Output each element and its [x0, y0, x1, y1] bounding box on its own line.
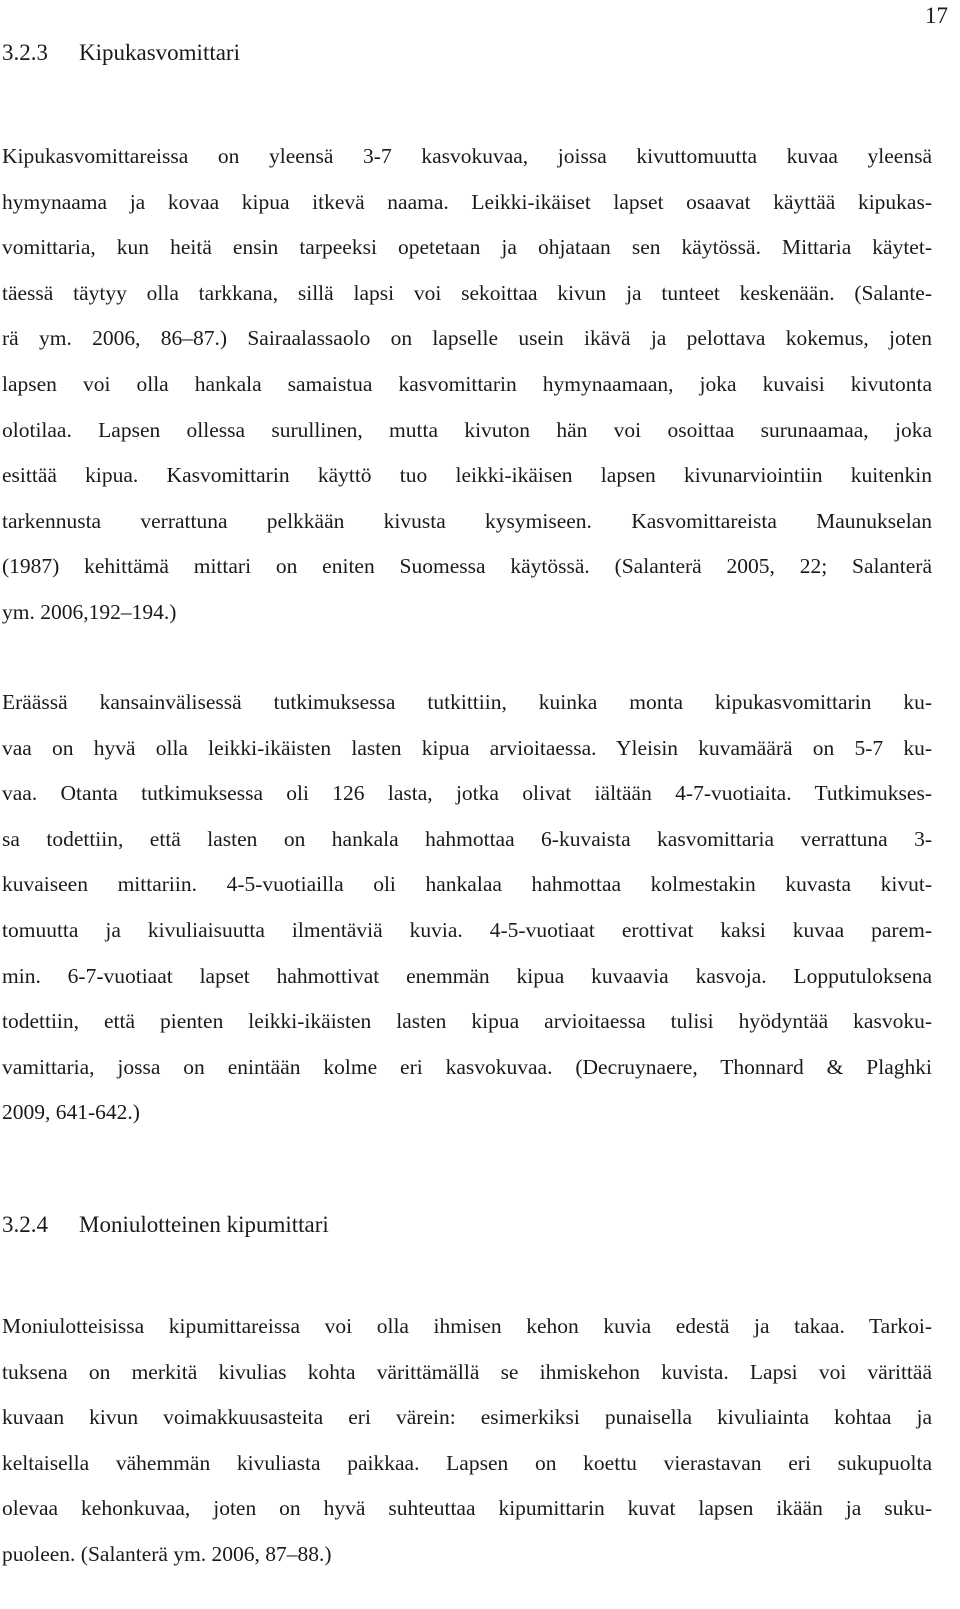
page-number: 17 — [925, 3, 948, 28]
paragraph — [2, 1304, 932, 1578]
text-line: vaa. Otanta tutkimuksessa oli 126 lasta, jotka olivat iältään 4-7-vuotiaita. Tutkimukses- — [2, 781, 932, 806]
text-line: olevaa kehonkuvaa, joten on hyvä suhteuttaa kipumittarin kuvat lapsen ikään ja suku- — [2, 1496, 932, 1521]
paragraph — [2, 680, 932, 1136]
text-line: 2009, 641-642.) — [2, 1100, 140, 1125]
text-line: tomuutta ja kivuliaisuutta ilmentäviä kuvia. 4-5-vuotiaat erottivat kaksi kuvaa parem- — [2, 917, 932, 942]
text-line: todettiin, että pienten leikki-ikäisten lasten kipua arvioitaessa tulisi hyödyntää kasvoku- — [2, 1009, 932, 1034]
section-title: Moniulotteinen kipumittari — [79, 1212, 329, 1237]
text-line: keltaisella vähemmän kivuliasta paikkaa. Lapsen on koettu vierastavan eri sukupuolta — [2, 1450, 932, 1475]
text-line: (1987) kehittämä mittari on eniten Suomessa käytössä. (Salanterä 2005, 22; Salanterä — [2, 554, 932, 579]
text-line: sa todettiin, että lasten on hankala hahmottaa 6-kuvaista kasvomittaria verrattuna 3- — [2, 826, 932, 851]
text-line: Eräässä kansainvälisessä tutkimuksessa tutkittiin, kuinka monta kipukasvomittarin ku- — [2, 690, 932, 714]
text-line: tuksena on merkitä kivulias kohta värittämällä se ihmiskehon kuvista. Lapsi voi värittää — [2, 1359, 932, 1384]
section-number: 3.2.4 — [2, 1212, 48, 1237]
section-number: 3.2.3 — [2, 40, 48, 65]
text-line: hymynaama ja kovaa kipua itkevä naama. Leikki-ikäiset lapset osaavat käyttää kipukas- — [2, 189, 932, 214]
section-heading — [2, 40, 240, 66]
paragraph — [2, 134, 932, 636]
text-line: min. 6-7-vuotiaat lapset hahmottivat enemmän kipua kuvaavia kasvoja. Lopputuloksena — [2, 963, 932, 988]
text-line: tarkennusta verrattuna pelkkään kivusta kysymiseen. Kasvomittareista Maunukselan — [2, 508, 932, 533]
text-line: vaa on hyvä olla leikki-ikäisten lasten kipua arvioitaessa. Yleisin kuvamäärä on 5-7 ku- — [2, 735, 932, 760]
text-line: kuvaiseen mittariin. 4-5-vuotiailla oli hankalaa hahmottaa kolmestakin kuvasta kivut- — [2, 872, 932, 897]
text-line: esittää kipua. Kasvomittarin käyttö tuo leikki-ikäisen lapsen kivunarviointiin kuitenkin — [2, 463, 932, 488]
text-line: vomittaria, kun heitä ensin tarpeeksi opetetaan ja ohjataan sen käytössä. Mittaria käytet- — [2, 235, 932, 260]
text-line: vamittaria, jossa on enintään kolme eri kasvokuvaa. (Decruynaere, Thonnard & Plaghki — [2, 1054, 932, 1079]
text-line: Moniulotteisissa kipumittareissa voi olla ihmisen kehon kuvia edestä ja takaa. Tarkoi- — [2, 1314, 932, 1338]
text-line: lapsen voi olla hankala samaistua kasvomittarin hymynaamaan, joka kuvaisi kivutonta — [2, 371, 932, 396]
text-line: kuvaan kivun voimakkuusasteita eri värein: esimerkiksi punaisella kivuliainta kohtaa ja — [2, 1405, 932, 1430]
text-line: rä ym. 2006, 86–87.) Sairaalassaolo on lapselle usein ikävä ja pelottava kokemus, joten — [2, 326, 932, 351]
text-line: olotilaa. Lapsen ollessa surullinen, mutta kivuton hän voi osoittaa surunaamaa, joka — [2, 417, 932, 442]
section-title: Kipukasvomittari — [79, 40, 240, 65]
text-line: Kipukasvomittareissa on yleensä 3-7 kasvokuvaa, joissa kivuttomuutta kuvaa yleensä — [2, 144, 932, 168]
text-line: puoleen. (Salanterä ym. 2006, 87–88.) — [2, 1541, 332, 1566]
text-line: täessä täytyy olla tarkkana, sillä lapsi voi sekoittaa kivun ja tunteet keskenään. (Salante- — [2, 280, 932, 305]
section-heading — [2, 1212, 329, 1238]
text-line: ym. 2006,192–194.) — [2, 599, 177, 624]
